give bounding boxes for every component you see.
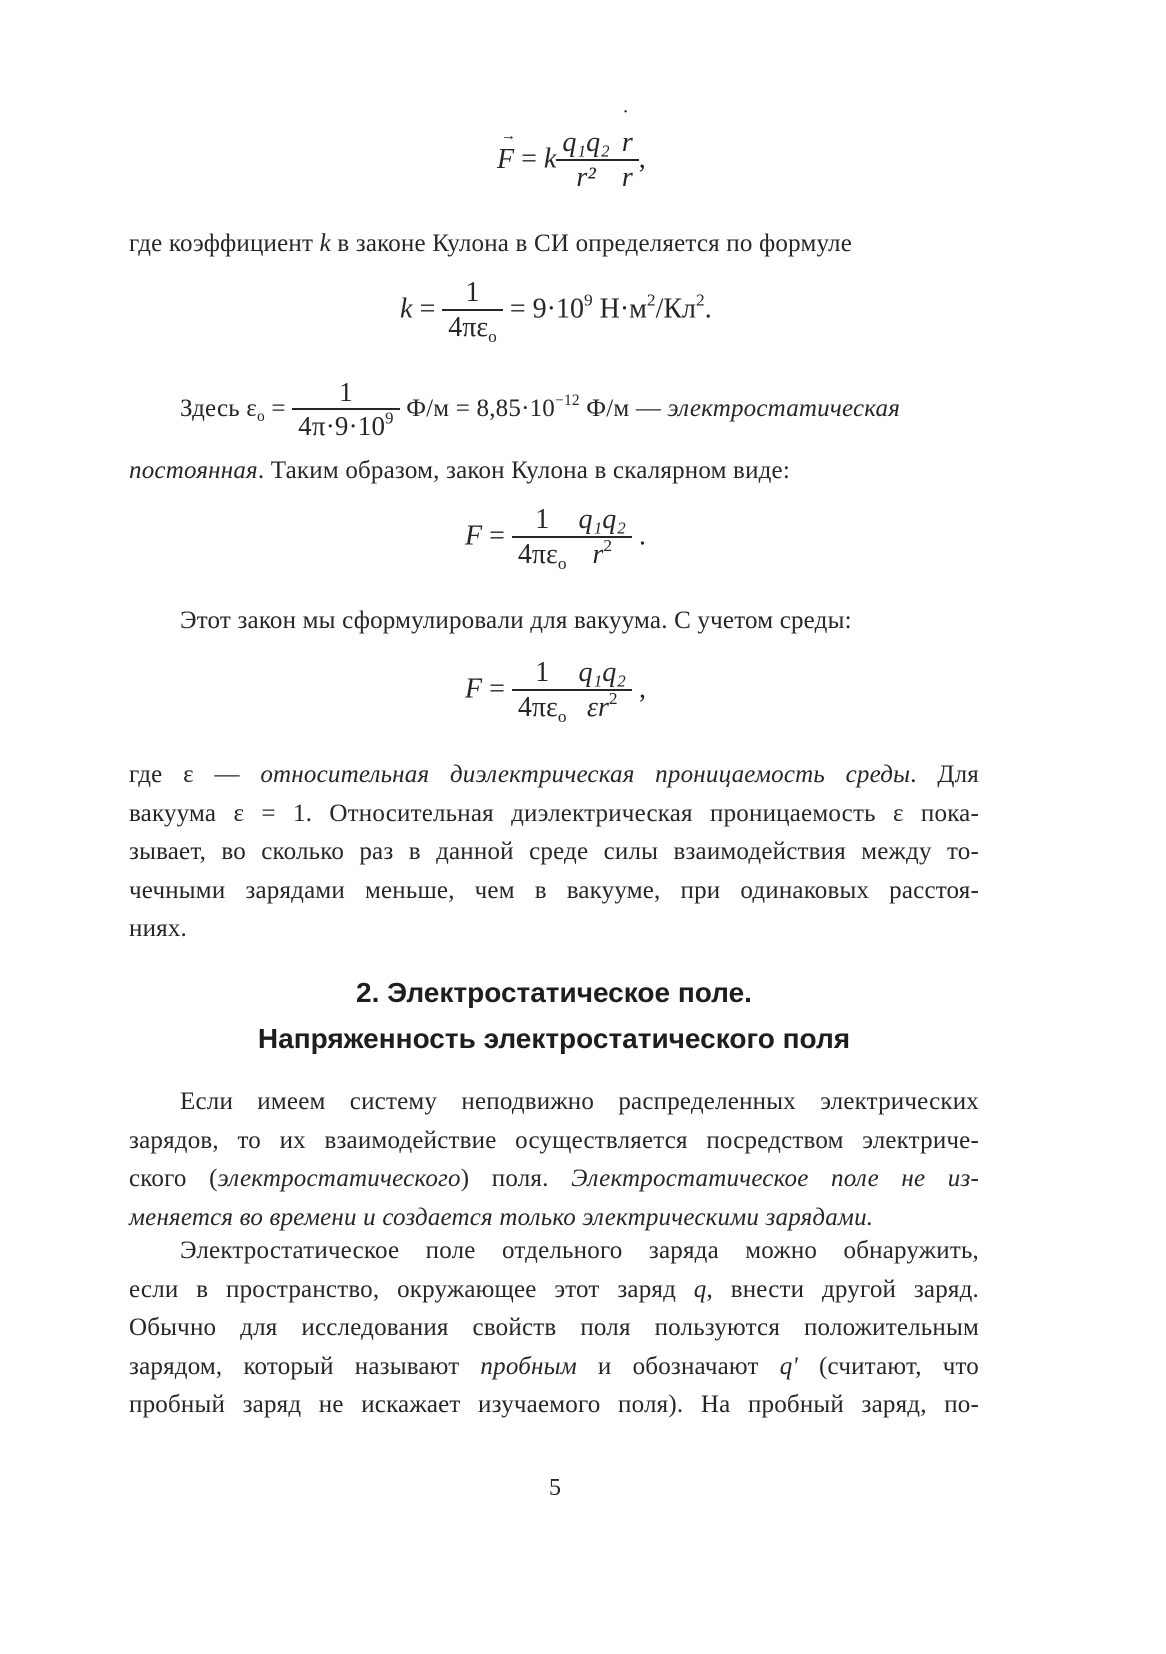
- equation-coulomb-medium: F = $\frac{1}{4\pi\varepsilon_o}$ $\frac{\text{q₁q₂}}{\varepsilon r^2}$ ,: [465, 657, 646, 726]
- equation-coulomb-scalar: F = $\frac{1}{4\pi\varepsilon_o}$ $\frac{\text{q₁q₂}}{r^2}$ .: [465, 504, 646, 573]
- equation-k-value: k = $\frac{1}{4\pi\varepsilon_o}$ = $9\cdot 10^9$ $Н\cdot м^2/Кл^2$.: [400, 277, 712, 346]
- epsilon-fraction: $\frac{1}{4\pi\cdot 9\cdot 10^9}$: [292, 378, 400, 442]
- paragraph-coefficient: где коэффициент k в законе Кулона в СИ определяется по формуле: [129, 230, 853, 257]
- force-vector: → F: [497, 144, 514, 176]
- unit-vector-fraction: ˙ $\frac{r}{r}$: [616, 128, 639, 194]
- paragraph-electrostatic-field: Если имеем систему неподвижно распределенных электрических зарядов, то их взаимодействие осуществляется посредством электриче- ского (электростатического) поля. Электростатическое поле не из- меняется во времени и создается только электрическими зарядами.: [129, 1088, 979, 1231]
- page-number: 5: [549, 1475, 561, 1501]
- paragraph-test-charge: Электростатическое поле отдельного заряда можно обнаружить, если в пространство, окружающее этот заряд q, внести другой заряд. Обычно для исследования свойств поля пользуются положительным зарядом, который называют пробным и обозначают q' (считают, что пробный заряд не искажает изучаемого поля). На пробный заряд, по-: [129, 1237, 980, 1418]
- paragraph-scalar-form: постоянная. Таким образом, закон Кулона в скалярном виде:: [129, 457, 791, 484]
- k-fraction: $\frac{1}{4\pi\varepsilon_o}$: [442, 278, 503, 344]
- equation-coulomb-vector: → F = k $\frac{\text{q₁q₂}}{\text{r²}}$ ˙ $\frac{r}{r}$ ,: [497, 128, 646, 194]
- paragraph-permittivity: где ε — относительная диэлектрическая проницаемость среды. Для вакуума ε = 1. Относительная диэлектрическая проницаемость ε пока- зывает, во сколько раз в данной среде силы взаимодействия между то- чечными зарядами меньше, чем в вакууме, при одинаковых расстоя- ниях.: [129, 761, 980, 942]
- paragraph-medium: Этот закон мы сформулировали для вакуума. С учетом среды:: [180, 607, 852, 634]
- section-heading: [129, 970, 979, 1062]
- section-heading-line1: 2. Электростатическое поле.: [356, 977, 752, 1008]
- epsilon-definition-line: Здесь $\varepsilon_o$ = $\frac{1}{4\pi\cdot 9\cdot 10^9}$ $Ф/м = 8,85\cdot 10^{-12}$ Ф/м — электростатическая: [180, 377, 901, 441]
- section-heading-line2: Напряженность электростатического поля: [257, 1023, 851, 1054]
- charge-fraction: $\frac{\text{q₁q₂}}{\text{r²}}$: [556, 128, 615, 194]
